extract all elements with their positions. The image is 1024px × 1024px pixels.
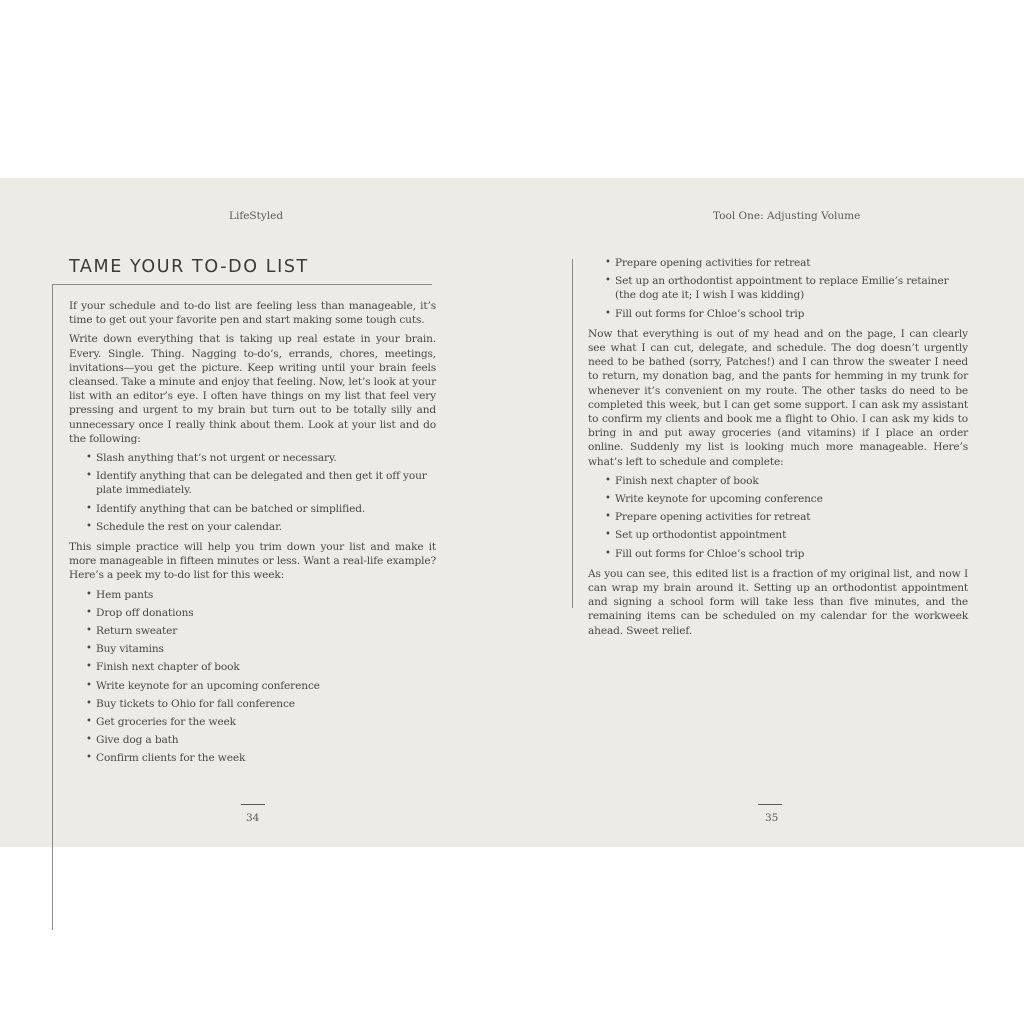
list-item: • Write keynote for upcoming conference: [605, 493, 823, 506]
bullet-icon: •: [86, 643, 92, 655]
left-page: [0, 178, 512, 847]
bullet-icon: •: [605, 511, 611, 523]
bullet-icon: •: [86, 470, 92, 482]
list-item: • Write keynote for an upcoming conference: [86, 679, 320, 692]
steps-list: [69, 451, 436, 534]
bullet-icon: •: [86, 520, 92, 532]
bullet-icon: •: [605, 493, 611, 505]
list-item: • Hem pants: [86, 588, 154, 601]
book-spread: [0, 178, 1024, 847]
bullet-icon: •: [86, 679, 92, 691]
sidebar-rule-left: [52, 284, 53, 930]
list-item: • Set up an orthodontist appointment to replace Emilie’s retainer (the dog ate it; I wish I was kidding): [605, 275, 949, 302]
bullet-icon: •: [605, 529, 611, 541]
bullet-icon: •: [86, 752, 92, 764]
list-item: • Set up orthodontist appointment: [605, 529, 787, 542]
list-item: • Prepare opening activities for retreat: [605, 511, 811, 524]
bullet-icon: •: [86, 606, 92, 618]
bullet-icon: •: [86, 588, 92, 600]
running-head-left: LifeStyled: [229, 210, 284, 222]
bullet-icon: •: [605, 547, 611, 559]
bullet-icon: •: [86, 697, 92, 709]
folio-rule-left: [241, 804, 265, 805]
analysis-paragraph: Now that everything is out of my head and on the page, I can clearly see what I can cut, delegate, and schedule. The dog doesn’t urgently need to be bathed (sorry, Patches!) and I can throw the sweater I need to return, my donation bag, and the pants for hemming in my trunk for whenever it’s convenient on my route. The other tasks do need to be completed this week, but I can get some support. I can ask my assistant to confirm my clients and book me a flight to Ohio. I can ask my kids to bring in and put away groceries (and vitamins) if I place an order online. Suddenly my list is looking much more manageable. Here’s what’s left to schedule and complete:: [588, 327, 968, 468]
bullet-icon: •: [86, 502, 92, 514]
list-item: • Get groceries for the week: [86, 716, 236, 729]
list-item: • Give dog a bath: [86, 734, 179, 747]
running-head-right: Tool One: Adjusting Volume: [713, 210, 861, 222]
instructions-paragraph: Write down everything that is taking up real estate in your brain. Every. Single. Thing. Nagging to-do’s, errands, chores, meetings, invitations—you get the picture. Keep writing until your brain feels cleansed. Take a minute and enjoy that feeling. Now, let’s look at your list with an editor’s eye. I often have things on my list that feel very pressing and urgent to my brain but turn out to be totally silly and unnecessary once I really think about them. Look at your list and do the following:: [69, 333, 436, 445]
bullet-icon: •: [86, 661, 92, 673]
bullet-icon: •: [605, 257, 611, 268]
conclusion-paragraph: As you can see, this edited list is a fraction of my original list, and now I can wrap my brain around it. Setting up an orthodontist appointment and signing a school form will take less than five minutes, and the remaining items can be scheduled on my calendar for the workweek ahead. Sweet relief.: [588, 567, 968, 637]
title-rule: [52, 284, 432, 285]
list-item: • Drop off donations: [86, 606, 194, 619]
bullet-icon: •: [605, 474, 611, 486]
section-title: TAME YOUR TO-DO LIST: [69, 257, 309, 277]
sidebar-rule-right: [572, 259, 573, 608]
continued-todo-list: [588, 256, 968, 321]
list-item: • Prepare opening activities for retreat: [605, 257, 811, 269]
list-item: • Return sweater: [86, 625, 178, 638]
list-item: • Buy vitamins: [86, 643, 164, 656]
folio-rule-right: [758, 804, 782, 805]
list-item: • Identify anything that can be delegated and then get it off your plate immediately.: [86, 470, 427, 497]
list-item: • Identify anything that can be batched or simplified.: [86, 502, 366, 515]
bullet-icon: •: [86, 734, 92, 746]
list-item: • Schedule the rest on your calendar.: [86, 520, 283, 533]
practice-paragraph: This simple practice will help you trim down your list and make it more manageable in fifteen minutes or less. Want a real-life example? Here’s a peek my to-do list for this week:: [69, 541, 436, 582]
list-item: • Buy tickets to Ohio for fall conference: [86, 697, 295, 710]
right-body-text: [588, 256, 968, 643]
bullet-icon: •: [605, 275, 611, 287]
list-item: • Fill out forms for Chloe’s school trip: [605, 547, 805, 560]
todo-list: [69, 588, 436, 766]
remaining-list: [588, 474, 968, 561]
list-item: • Fill out forms for Chloe’s school trip: [605, 307, 805, 320]
list-item: • Finish next chapter of book: [86, 661, 240, 674]
intro-paragraph: If your schedule and to-do list are feeling less than manageable, it’s time to get out your favorite pen and start making some tough cuts.: [69, 300, 436, 327]
bullet-icon: •: [605, 307, 611, 319]
page-number-right: 35: [765, 812, 779, 824]
list-item: • Slash anything that’s not urgent or necessary.: [86, 452, 337, 465]
page-number-left: 34: [246, 812, 260, 824]
bullet-icon: •: [86, 625, 92, 637]
list-item: • Finish next chapter of book: [605, 474, 759, 487]
left-body-text: [69, 299, 436, 772]
bullet-icon: •: [86, 716, 92, 728]
list-item: • Confirm clients for the week: [86, 752, 246, 765]
right-page: [512, 178, 1024, 847]
bullet-icon: •: [86, 452, 92, 464]
